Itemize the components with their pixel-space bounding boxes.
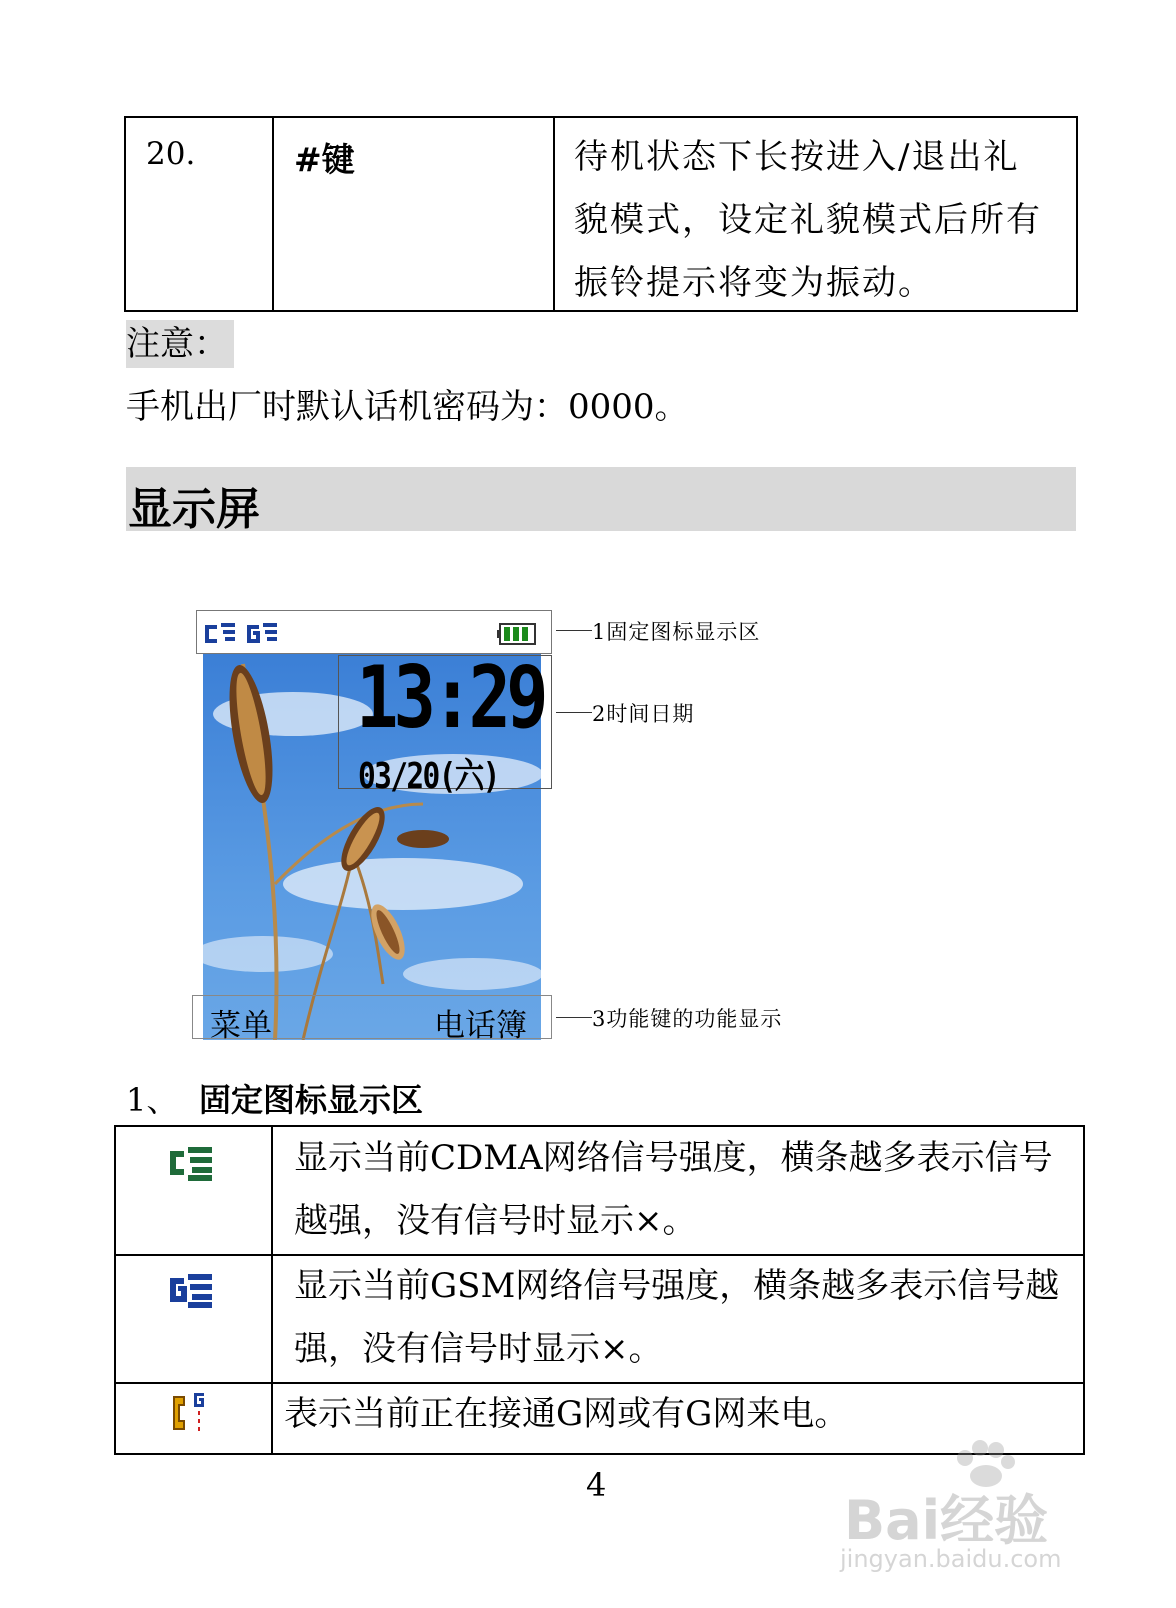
key-description: 待机状态下长按进入/退出礼貌模式，设定礼貌模式后所有振铃提示将变为振动。 <box>574 137 1042 303</box>
section-title: 显示屏 <box>128 484 260 535</box>
callout-line <box>556 630 592 631</box>
note-text: 手机出厂时默认话机密码为：0000。 <box>126 387 689 427</box>
softkey-phonebook: 电话簿 <box>434 1008 527 1044</box>
g-call-icon <box>168 1391 218 1435</box>
callout-line <box>556 1017 592 1018</box>
watermark-url: jingyan.baidu.com <box>840 1545 1062 1573</box>
clock-date: 03/20(六) <box>358 756 499 797</box>
subsection-number: 1、 <box>126 1081 179 1119</box>
table-divider <box>553 118 555 310</box>
baidu-watermark <box>840 1440 1140 1580</box>
callout-label-1: 1固定图标显示区 <box>592 620 761 644</box>
callout-label-2: 2时间日期 <box>592 702 695 726</box>
g-call-icon-description: 表示当前正在接通G网或有G网来电。 <box>284 1394 849 1434</box>
icon-table <box>114 1125 1085 1455</box>
gsm-icon-description: 显示当前GSM网络信号强度，横条越多表示信号越强，没有信号时显示×。 <box>294 1266 1060 1369</box>
subsection-heading <box>126 1075 424 1121</box>
key-name: #键 <box>294 140 355 179</box>
watermark-brand: Bai经验 <box>844 1489 1049 1552</box>
callout-label-3: 3功能键的功能显示 <box>592 1007 783 1031</box>
table-divider <box>271 1127 273 1453</box>
battery-icon <box>497 623 537 645</box>
key-table <box>124 116 1078 312</box>
section-heading <box>126 467 1076 535</box>
cdma-signal-icon <box>168 1141 218 1185</box>
note-label: 注意： <box>126 320 234 368</box>
cdma-icon-description: 显示当前CDMA网络信号强度，横条越多表示信号越强，没有信号时显示×。 <box>294 1138 1053 1241</box>
callout-line <box>556 712 592 713</box>
softkey-menu: 菜单 <box>210 1008 272 1044</box>
clock-time: 13:29 <box>356 648 544 748</box>
cdma-gsm-signal-icon <box>203 621 287 647</box>
page-number: 4 <box>586 1466 607 1504</box>
subsection-title: 固定图标显示区 <box>199 1081 424 1119</box>
gsm-signal-icon <box>168 1268 218 1312</box>
table-divider <box>272 118 274 310</box>
row-number: 20. <box>146 136 196 172</box>
